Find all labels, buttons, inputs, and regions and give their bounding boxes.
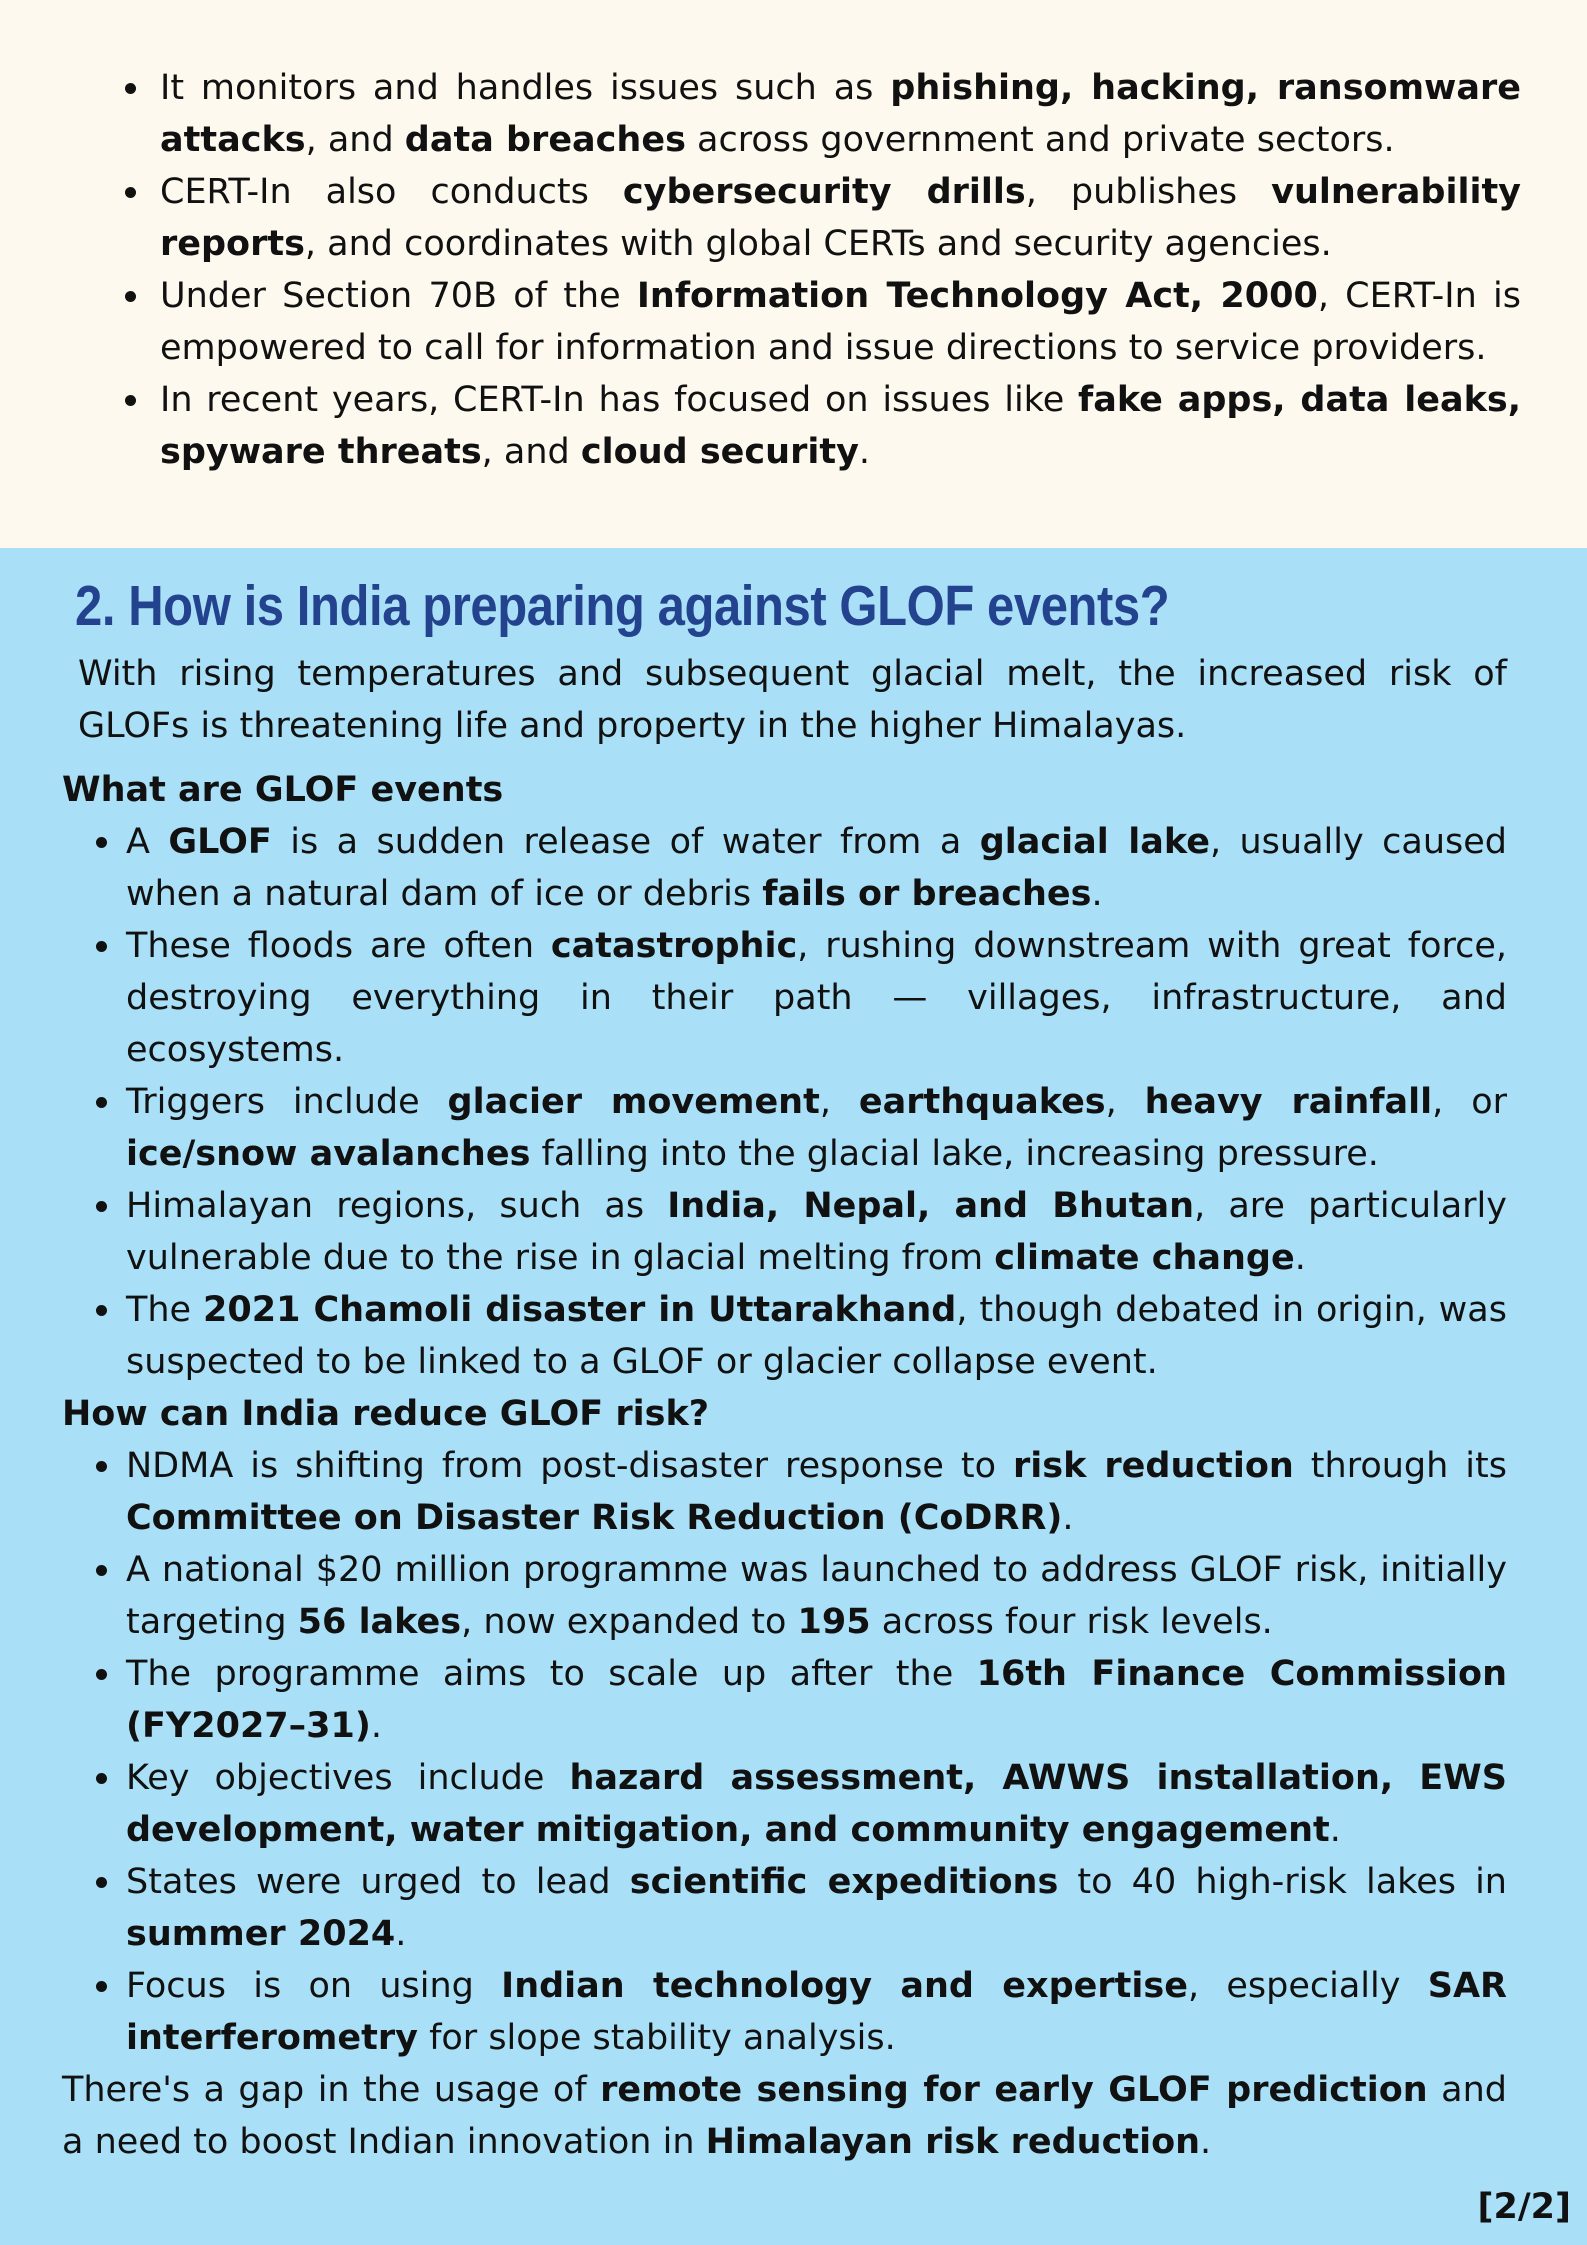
- section-heading: 2. How is India preparing against GLOF events?: [75, 574, 1170, 638]
- text: Key objectives include: [126, 1758, 570, 1798]
- text: through its: [1293, 1446, 1507, 1486]
- text: .: [395, 1914, 407, 1954]
- bold-text: catastrophic: [550, 926, 798, 966]
- text: Focus is on using: [126, 1966, 502, 2006]
- bold-text: risk reduction: [1013, 1446, 1294, 1486]
- text: , and coordinates with global CERTs and security agencies.: [304, 224, 1332, 264]
- glof-section: [0, 548, 1587, 2245]
- bold-text: heavy rainfall: [1144, 1082, 1433, 1122]
- text: , publishes: [1025, 172, 1272, 212]
- cert-in-bullet: [125, 166, 1521, 270]
- bold-text: cybersecurity drills: [622, 172, 1026, 212]
- bold-text: Indian technology and expertise: [501, 1966, 1188, 2006]
- text: across government and private sectors.: [685, 120, 1395, 160]
- text: is a sudden release of water from a: [271, 822, 980, 862]
- bold-text: hazard assessment, AWWS installation, EWS development, water mitigation, and community engagement: [126, 1758, 1507, 1850]
- cert-in-bullet: [125, 270, 1521, 374]
- what-are-glof-heading: What are GLOF events: [62, 770, 504, 810]
- bold-text: India, Nepal, and Bhutan: [667, 1186, 1195, 1226]
- text: .: [1091, 874, 1103, 914]
- text: CERT-In also conducts: [160, 172, 623, 212]
- bold-text: scientific expeditions: [629, 1862, 1059, 1902]
- text: In recent years, CERT-In has focused on issues like: [160, 380, 1078, 420]
- text: , and: [481, 432, 581, 472]
- text: Himalayan regions, such as: [126, 1186, 668, 1226]
- bold-text: fails or breaches: [762, 874, 1092, 914]
- glof-fact-bullet: [126, 1180, 1507, 1284]
- risk-reduction-bullet: [126, 1856, 1507, 1960]
- text: Triggers include: [126, 1082, 448, 1122]
- bold-text: remote sensing for early GLOF prediction: [600, 2070, 1428, 2110]
- text: ,: [819, 1082, 859, 1122]
- bold-text: Himalayan risk reduction: [705, 2122, 1201, 2162]
- text: , rushing downstream with great force, destroying everything in their path — villages, infrastructure, and ecosystems.: [126, 926, 1508, 1070]
- intro-paragraph: With rising temperatures and subsequent glacial melt, the increased risk of GLOFs is threatening life and property in the higher Himalayas.: [78, 654, 1507, 746]
- bold-text: fake apps, data leaks, spyware threats: [160, 380, 1522, 472]
- cert-in-bullet: [125, 62, 1521, 166]
- risk-reduction-bullet: [126, 1648, 1507, 1752]
- bold-text: ice/snow avalanches: [126, 1134, 531, 1174]
- bold-text: SAR interferometry: [126, 1966, 1507, 2058]
- text: Under Section 70B of the: [160, 276, 637, 316]
- text: These floods are often: [126, 926, 551, 966]
- bold-text: GLOF: [168, 822, 272, 862]
- cert-in-section: [0, 0, 1587, 548]
- reduce-risk-list: [126, 1440, 1507, 2064]
- risk-reduction-bullet: [126, 1960, 1507, 2064]
- text: States were urged to lead: [126, 1862, 630, 1902]
- risk-reduction-bullet: [126, 1440, 1507, 1544]
- text: ,: [1105, 1082, 1145, 1122]
- bold-text: 2021 Chamoli disaster in Uttarakhand: [203, 1290, 957, 1330]
- risk-reduction-bullet: [126, 1752, 1507, 1856]
- text: The programme aims to scale up after the: [126, 1654, 977, 1694]
- text: A: [126, 822, 169, 862]
- text: , are particularly vulnerable due to the rise in glacial melting from: [126, 1186, 1507, 1278]
- bold-text: Committee on Disaster Risk Reduction (CoDRR): [126, 1498, 1063, 1538]
- text: for slope stability analysis.: [417, 2018, 896, 2058]
- text: , especially: [1187, 1966, 1428, 2006]
- text: across four risk levels.: [870, 1602, 1273, 1642]
- bold-text: vulnerability reports: [160, 172, 1521, 264]
- what-are-glof-list: [126, 816, 1507, 1388]
- cert-in-bullet-list: [125, 62, 1521, 478]
- text: .: [1200, 2122, 1212, 2162]
- bold-text: climate change: [994, 1238, 1295, 1278]
- bold-text: summer 2024: [126, 1914, 396, 1954]
- bold-text: 195: [797, 1602, 871, 1642]
- bold-text: earthquakes: [858, 1082, 1106, 1122]
- glof-fact-bullet: [126, 1076, 1507, 1180]
- text: There's a gap in the usage of: [62, 2070, 601, 2110]
- text: .: [370, 1706, 383, 1746]
- bold-text: data breaches: [404, 120, 686, 160]
- text: NDMA is shifting from post-disaster response to: [126, 1446, 1014, 1486]
- bold-text: glacier movement: [447, 1082, 820, 1122]
- text: , now expanded to: [461, 1602, 798, 1642]
- text: A national $20 million programme was launched to address GLOF risk, initially targeting: [126, 1550, 1507, 1642]
- bold-text: glacial lake: [979, 822, 1210, 862]
- reduce-risk-heading: How can India reduce GLOF risk?: [62, 1394, 710, 1434]
- text: , though debated in origin, was suspected to be linked to a GLOF or glacier collapse event.: [126, 1290, 1507, 1382]
- text: , or: [1432, 1082, 1507, 1122]
- bold-text: 56 lakes: [297, 1602, 462, 1642]
- risk-reduction-bullet: [126, 1544, 1507, 1648]
- text: to 40 high-risk lakes in: [1058, 1862, 1507, 1902]
- bold-text: phishing, hacking, ransomware attacks: [160, 68, 1521, 160]
- page-number: [2/2]: [1477, 2187, 1571, 2227]
- text: , CERT-In is empowered to call for information and issue directions to service providers.: [160, 276, 1521, 368]
- text: , and: [305, 120, 405, 160]
- text: and a need to boost Indian innovation in: [62, 2070, 1507, 2162]
- glof-fact-bullet: [126, 1284, 1507, 1388]
- text: .: [1062, 1498, 1074, 1538]
- bold-text: 16th Finance Commission (FY2027–31): [126, 1654, 1507, 1746]
- bold-text: cloud security: [580, 432, 859, 472]
- text: , usually caused when a natural dam of ice or debris: [126, 822, 1507, 914]
- text: The: [126, 1290, 204, 1330]
- text: .: [1329, 1810, 1341, 1850]
- cert-in-bullet: [125, 374, 1521, 478]
- bold-text: Information Technology Act, 2000: [636, 276, 1318, 316]
- text: falling into the glacial lake, increasing pressure.: [530, 1134, 1379, 1174]
- closing-paragraph: [62, 2064, 1507, 2168]
- text: It monitors and handles issues such as: [160, 68, 891, 108]
- text: .: [1294, 1238, 1306, 1278]
- glof-fact-bullet: [126, 920, 1507, 1076]
- glof-fact-bullet: [126, 816, 1507, 920]
- text: .: [858, 432, 871, 472]
